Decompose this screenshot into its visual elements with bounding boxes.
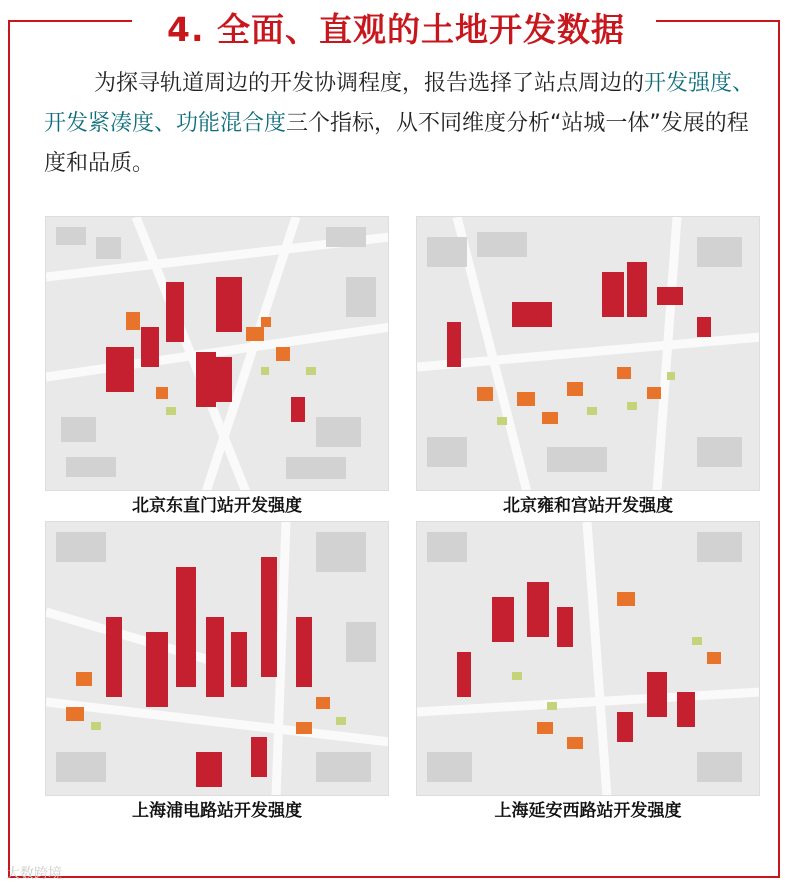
intro-highlight: 开发强度、开发紧凑度、功能混合度	[44, 71, 755, 136]
map-panel-pudianlu	[45, 521, 389, 823]
map-panel-yananxilu	[416, 521, 760, 823]
map-caption-yananxilu: 上海延安西路站开发强度	[494, 801, 682, 821]
map-caption-dongzhimen: 北京东直门站开发强度	[132, 496, 302, 516]
watermark: 大数跨境	[6, 866, 62, 882]
intro-paragraph	[44, 64, 756, 184]
section-title: 4. 全面、直观的土地开发数据	[167, 10, 625, 49]
map-panel-yonghegong	[416, 216, 760, 518]
map-image-dongzhimen	[45, 216, 389, 491]
map-image-yonghegong	[416, 216, 760, 491]
intro-text-2: 三个指标，从不同维度分析“站城一体”发展的程度和品质。	[44, 111, 749, 176]
map-image-yananxilu	[416, 521, 760, 796]
map-panel-dongzhimen	[45, 216, 389, 518]
map-caption-pudianlu: 上海浦电路站开发强度	[132, 801, 302, 821]
map-caption-yonghegong: 北京雍和宫站开发强度	[503, 496, 673, 516]
intro-text-1: 为探寻轨道周边的开发协调程度，报告选择了站点周边的	[94, 71, 645, 96]
map-image-pudianlu	[45, 521, 389, 796]
